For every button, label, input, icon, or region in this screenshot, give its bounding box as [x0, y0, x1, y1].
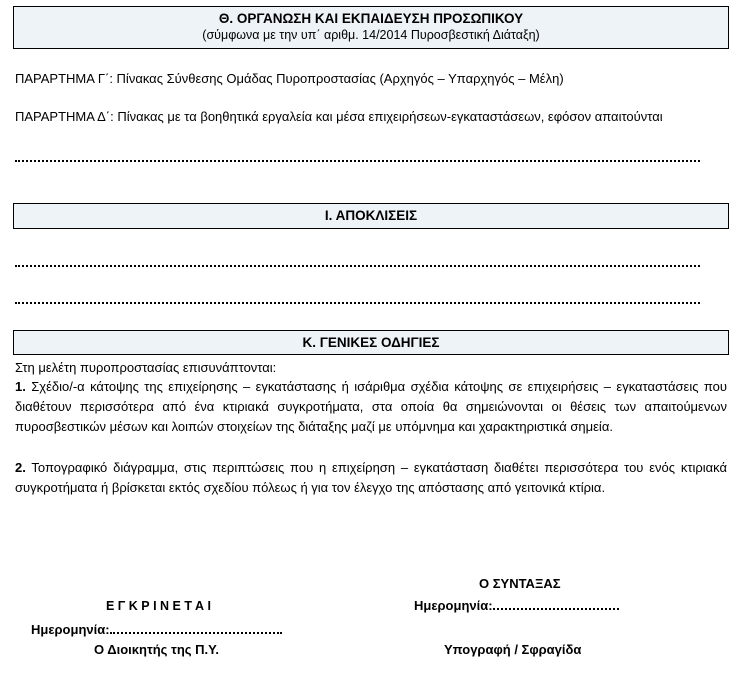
signature-stamp-label: Υπογραφή / Σφραγίδα: [444, 642, 582, 657]
date-label: Ημερομηνία:: [31, 622, 110, 637]
author-label: Ο ΣΥΝΤΑΞΑΣ: [479, 576, 561, 591]
instruction-item-1: [15, 377, 727, 437]
date-field-right: [414, 598, 619, 613]
section-theta-title: Θ. ΟΡΓΑΝΩΣΗ ΚΑΙ ΕΚΠΑΙΔΕΥΣΗ ΠΡΟΣΩΠΙΚΟΥ: [218, 11, 524, 26]
date-fill-line: [110, 632, 282, 634]
section-theta-subtitle: (σύμφωνα με την υπ΄ αριθμ. 14/2014 Πυροσβεστική Διάταξη): [202, 28, 540, 42]
section-iota-title: Ι. ΑΠΟΚΛΙΣΕΙΣ: [324, 208, 418, 223]
section-kappa-header: [13, 330, 729, 355]
item-text: Τοπογραφικό διάγραμμα, στις περιπτώσεις που η επιχείρηση – εγκατάσταση διαθέτει περισσότερα του ενός κτιριακά συγκροτήματα ή βρίσκεται εκτός σχεδίου πόλεως ή για τον έλεγχο της απόστασης από γειτονικά κτίρια.: [15, 460, 727, 495]
fill-line: [15, 302, 700, 304]
item-number: 1.: [15, 379, 26, 394]
section-kappa-intro: Στη μελέτη πυροπροστασίας επισυνάπτονται:: [15, 360, 277, 375]
commander-label: Ο Διοικητής της Π.Υ.: [94, 642, 220, 657]
section-theta-header: [13, 6, 729, 49]
approved-label: Ε Γ Κ Ρ Ι Ν Ε Τ Α Ι: [106, 599, 211, 613]
annex-delta: ΠΑΡΑΡΤΗΜΑ Δ΄: Πίνακας με τα βοηθητικά εργαλεία και μέσα επιχειρήσεων-εγκαταστάσεων, εφόσον απαιτούνται: [15, 109, 663, 124]
date-fill-line: [493, 608, 619, 610]
instruction-item-2: [15, 458, 727, 498]
annex-gamma: ΠΑΡΑΡΤΗΜΑ Γ΄: Πίνακας Σύνθεσης Ομάδας Πυροπροστασίας (Αρχηγός – Υπαρχηγός – Μέλη): [15, 71, 564, 86]
item-text: Σχέδιο/-α κάτοψης της επιχείρησης – εγκατάστασης ή ισάριθμα σχέδια κάτοψης σε επιχειρήσεις – εγκαταστάσεις που διαθέτουν περισσότερα από ένα κτιριακά συγκροτήματα, στα οποία θα σημειώνονται οι θέσεις των απαιτούμενων πυροσβεστικών μέσων και λοιπών στοιχείων της διάταξης μαζί με υπόμνημα και χαρακτηριστικά σημεία.: [15, 379, 727, 434]
section-iota-header: [13, 203, 729, 229]
fill-line: [15, 160, 700, 162]
section-kappa-title: Κ. ΓΕΝΙΚΕΣ ΟΔΗΓΙΕΣ: [302, 335, 440, 350]
fill-line: [15, 265, 700, 267]
date-field-left: [31, 622, 282, 637]
date-label: Ημερομηνία:: [414, 598, 493, 613]
item-number: 2.: [15, 460, 26, 475]
